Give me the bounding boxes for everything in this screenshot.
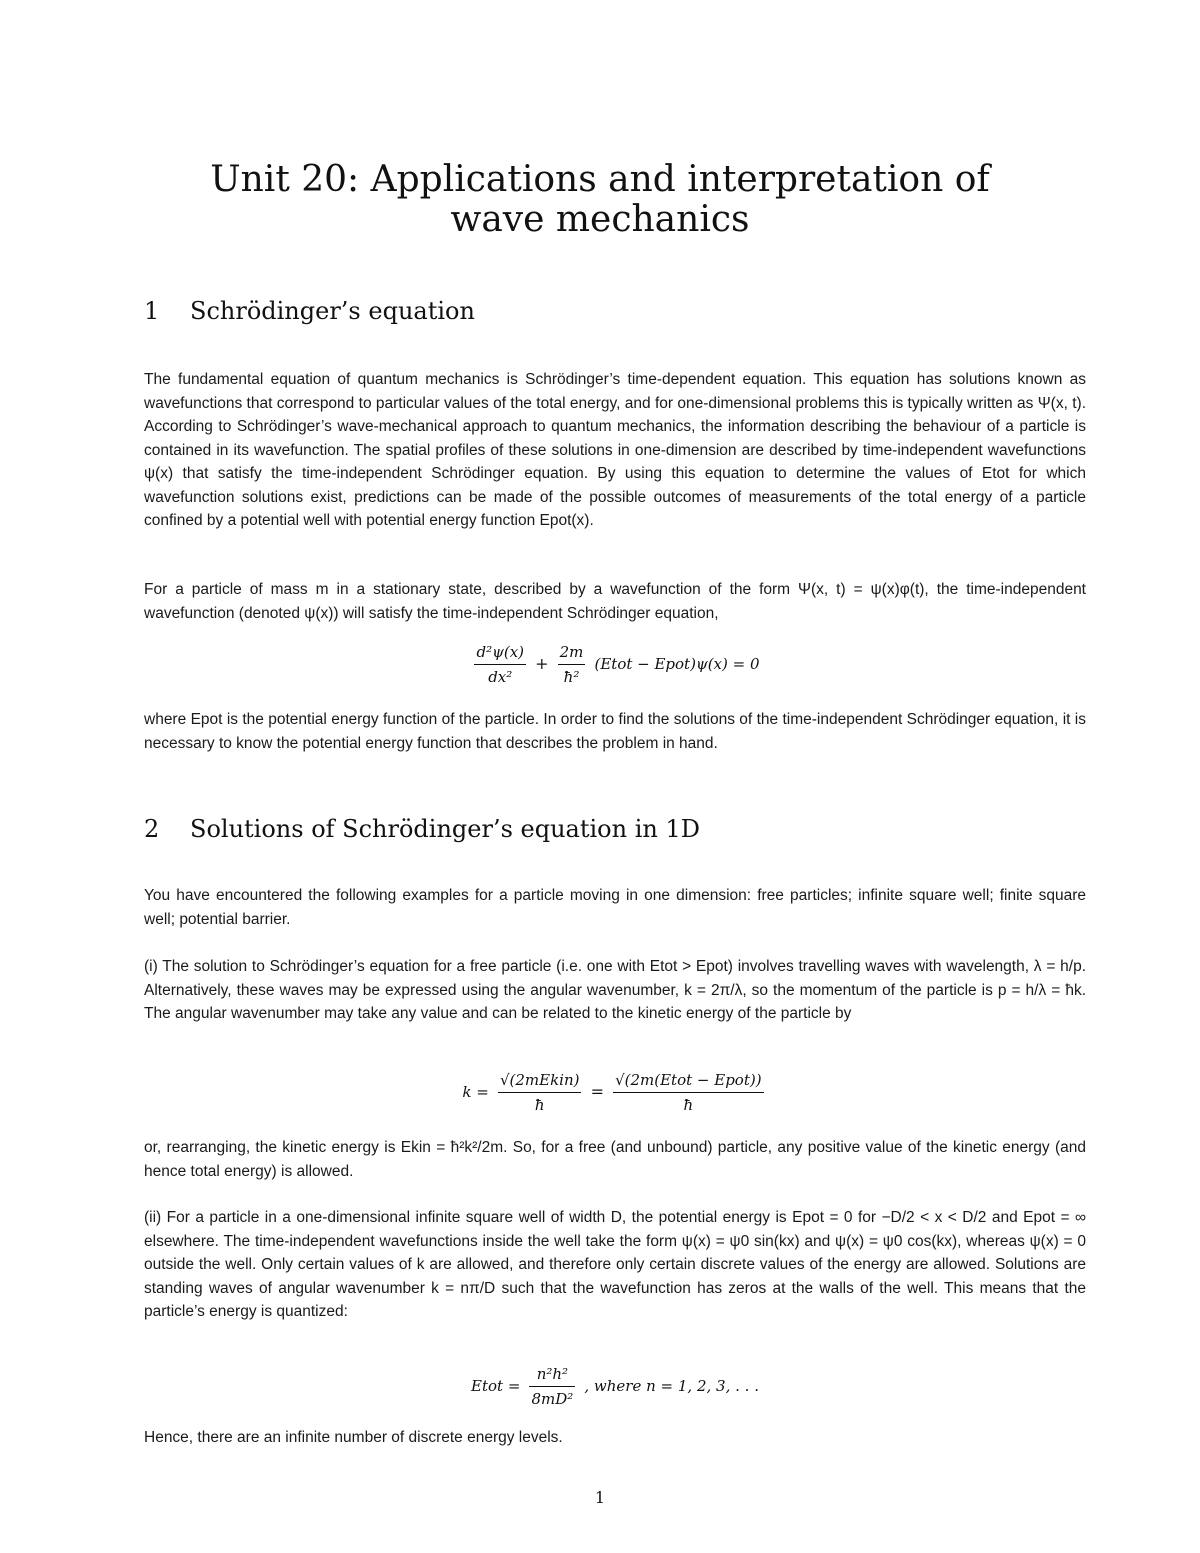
eq1-plus: + <box>535 654 549 673</box>
title-line-1: Unit 20: Applications and interpretation of <box>210 159 990 200</box>
page-number: 1 <box>594 1488 606 1507</box>
eq1-numerator-2: 2m <box>558 640 586 665</box>
document-title <box>100 160 1100 240</box>
section-2-number: 2 <box>144 815 160 843</box>
equation-schrodinger <box>144 640 1086 689</box>
section-2-paragraph-4: (ii) For a particle in a one-dimensional infinite square well of width D, the potential energy is Epot = 0 for −D/2 < x < D/2 and Epot = ∞ elsewhere. The time-independent wavefunctions inside the well take the form ψ(x) = ψ0 sin(kx) and ψ(x) = ψ0 cos(kx), whereas ψ(x) = 0 outside the well. Only certain values of k are allowed, and therefore only certain discrete values of the energy are allowed. Solutions are standing waves of angular wavenumber k = nπ/D such that the wavefunction has zeros at the walls of the well. This means that the particle’s energy is quantized: <box>144 1209 1086 1320</box>
section-2-paragraph-1: You have encountered the following examples for a particle moving in one dimension: free particles; infinite square well; finite square well; potential barrier. <box>144 887 1086 928</box>
eq2-denominator-2: ħ <box>683 1096 694 1114</box>
section-2-paragraph-2: (i) The solution to Schrödinger’s equation for a free particle (i.e. one with Etot > Epot) involves travelling waves with wavelength, λ = h/p. Alternatively, these waves may be expressed using the angular wavenumber, k = 2π/λ, so the momentum of the particle is p = h/λ = ħk. The angular wavenumber may take any value and can be related to the kinetic energy of the particle by <box>144 958 1086 1022</box>
eq3-lhs: Etot = <box>471 1377 521 1395</box>
eq1-fraction-2 <box>558 640 586 689</box>
section-1-paragraph-1: The fundamental equation of quantum mechanics is Schrödinger’s time-dependent equation. This equation has solutions known as wavefunctions that correspond to particular values of the total energy, and for one-dimensional problems this is typically written as Ψ(x, t). According to Schrödinger’s wave-mechanical approach to quantum mechanics, the information describing the behaviour of a particle is contained in its wavefunction. The spatial profiles of these solutions in one-dimension are described by time-independent wavefunctions ψ(x) that satisfy the time-independent Schrödinger equation. By using this equation to determine the values of Etot for which wavefunction solutions exist, predictions can be made of the possible outcomes of measurements of the total energy of a particle confined by a potential well with potential energy function Epot(x). <box>144 371 1086 529</box>
equation-wavenumber <box>144 1068 1086 1117</box>
equation-energy-levels <box>144 1362 1086 1411</box>
section-2-title: Solutions of Schrödinger’s equation in 1D <box>190 815 700 843</box>
section-2-paragraph-5: Hence, there are an infinite number of discrete energy levels. <box>144 1429 563 1446</box>
section-2-heading <box>144 814 700 844</box>
eq1-denominator-1: dx² <box>488 668 513 686</box>
section-2-paragraph-3: or, rearranging, the kinetic energy is Ekin = ħ²k²/2m. So, for a free (and unbound) particle, any positive value of the kinetic energy (and hence total energy) is allowed. <box>144 1139 1086 1180</box>
eq2-fraction-2 <box>613 1068 763 1117</box>
eq2-fraction-1 <box>498 1068 582 1117</box>
eq1-fraction-1 <box>474 640 526 689</box>
eq3-numerator: n²h² <box>529 1362 575 1387</box>
eq1-denominator-2: ħ² <box>563 668 580 686</box>
section-1-number: 1 <box>144 297 160 325</box>
eq1-numerator-1: d²ψ(x) <box>474 640 526 665</box>
section-1-heading <box>144 296 475 326</box>
eq2-equals: = <box>590 1082 604 1101</box>
title-line-2: wave mechanics <box>450 199 750 240</box>
eq2-numerator-1: √(2mEkin) <box>498 1068 582 1093</box>
section-1-paragraph-3: where Epot is the potential energy function of the particle. In order to find the solutions of the time-independent Schrödinger equation, it is necessary to know the potential energy function that describes the problem in hand. <box>144 711 1086 752</box>
eq3-fraction <box>529 1362 575 1411</box>
eq2-denominator-1: ħ <box>534 1096 545 1114</box>
eq2-lhs: k = <box>462 1083 489 1101</box>
eq3-denominator: 8mD² <box>531 1390 574 1408</box>
eq1-rest: (Etot − Epot)ψ(x) = 0 <box>594 655 760 673</box>
section-1-title: Schrödinger’s equation <box>190 297 475 325</box>
section-1-paragraph-2: For a particle of mass m in a stationary state, described by a wavefunction of the form Ψ(x, t) = ψ(x)φ(t), the time-independent wavefunction (denoted ψ(x)) will satisfy the time-independent Schrödinger equation, <box>144 581 1086 622</box>
eq3-rest: , where n = 1, 2, 3, . . . <box>584 1377 759 1395</box>
eq2-numerator-2: √(2m(Etot − Epot)) <box>613 1068 763 1093</box>
